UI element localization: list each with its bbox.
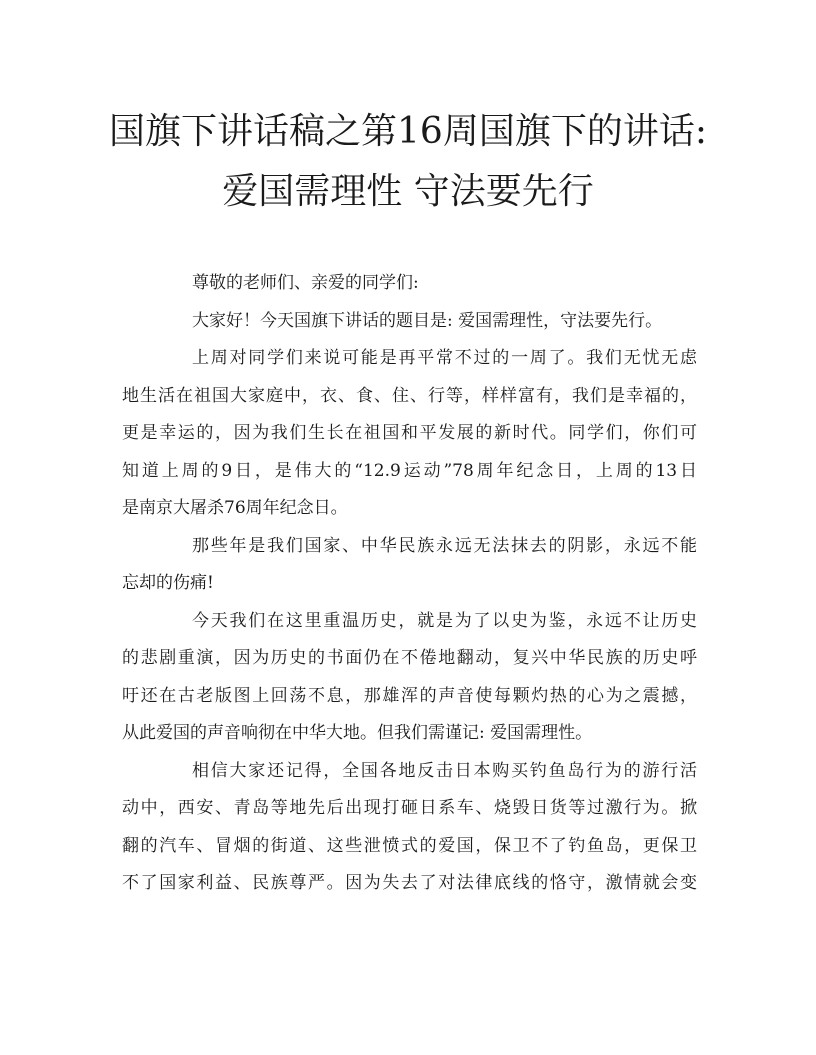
paragraph-line: 今天我们在这里重温历史，就是为了以史为鉴，永远不让历史 xyxy=(192,610,697,631)
document-title-line-1: 国旗下讲话稿之第16周国旗下的讲话: xyxy=(109,111,707,152)
paragraph-line: 尊敬的老师们、亲爱的同学们: xyxy=(192,273,419,293)
paragraph-line: 那些年是我们国家、中华民族永远无法抹去的阴影，永远不能 xyxy=(192,535,697,556)
paragraph-line: 翻的汽车、冒烟的街道、这些泄愤式的爱国，保卫不了钓鱼岛，更保卫 xyxy=(122,835,697,856)
paragraph-line: 更是幸运的，因为我们生长在祖国和平发展的新时代。同学们，你们可 xyxy=(122,423,697,443)
paragraph-line: 不了国家利益、民族尊严。因为失去了对法律底线的恪守，激情就会变 xyxy=(122,873,697,893)
paragraph-line: 上周对同学们来说可能是再平常不过的一周了。我们无忧无虑 xyxy=(192,348,697,368)
paragraph-line: 是南京大屠杀76周年纪念日。 xyxy=(122,498,348,518)
paragraph-line: 动中，西安、青岛等地先后出现打砸日系车、烧毁日货等过激行为。掀 xyxy=(122,798,697,818)
paragraph-line: 忘却的伤痛! xyxy=(122,573,214,593)
paragraph-line: 的悲剧重演，因为历史的书面仍在不倦地翻动，复兴中华民族的历史呼 xyxy=(122,648,697,668)
document-body xyxy=(122,265,697,903)
document-title-line-2: 爱国需理性 守法要先行 xyxy=(222,171,594,212)
paragraph-line: 相信大家还记得，全国各地反击日本购买钓鱼岛行为的游行活 xyxy=(192,760,697,781)
paragraph-line: 吁还在古老版图上回荡不息，那雄浑的声音使每颗灼热的心为之震撼， xyxy=(122,685,697,706)
paragraph-line: 从此爱国的声音响彻在中华大地。但我们需谨记: 爱国需理性。 xyxy=(122,723,593,743)
paragraph-line: 地生活在祖国大家庭中，衣、食、住、行等，样样富有，我们是幸福的， xyxy=(122,385,697,406)
paragraph-line: 大家好！今天国旗下讲话的题目是: 爱国需理性，守法要先行。 xyxy=(192,310,663,331)
paragraph-line: 知道上周的9日，是伟大的“12.9运动”78周年纪念日，上周的13日 xyxy=(122,460,697,481)
